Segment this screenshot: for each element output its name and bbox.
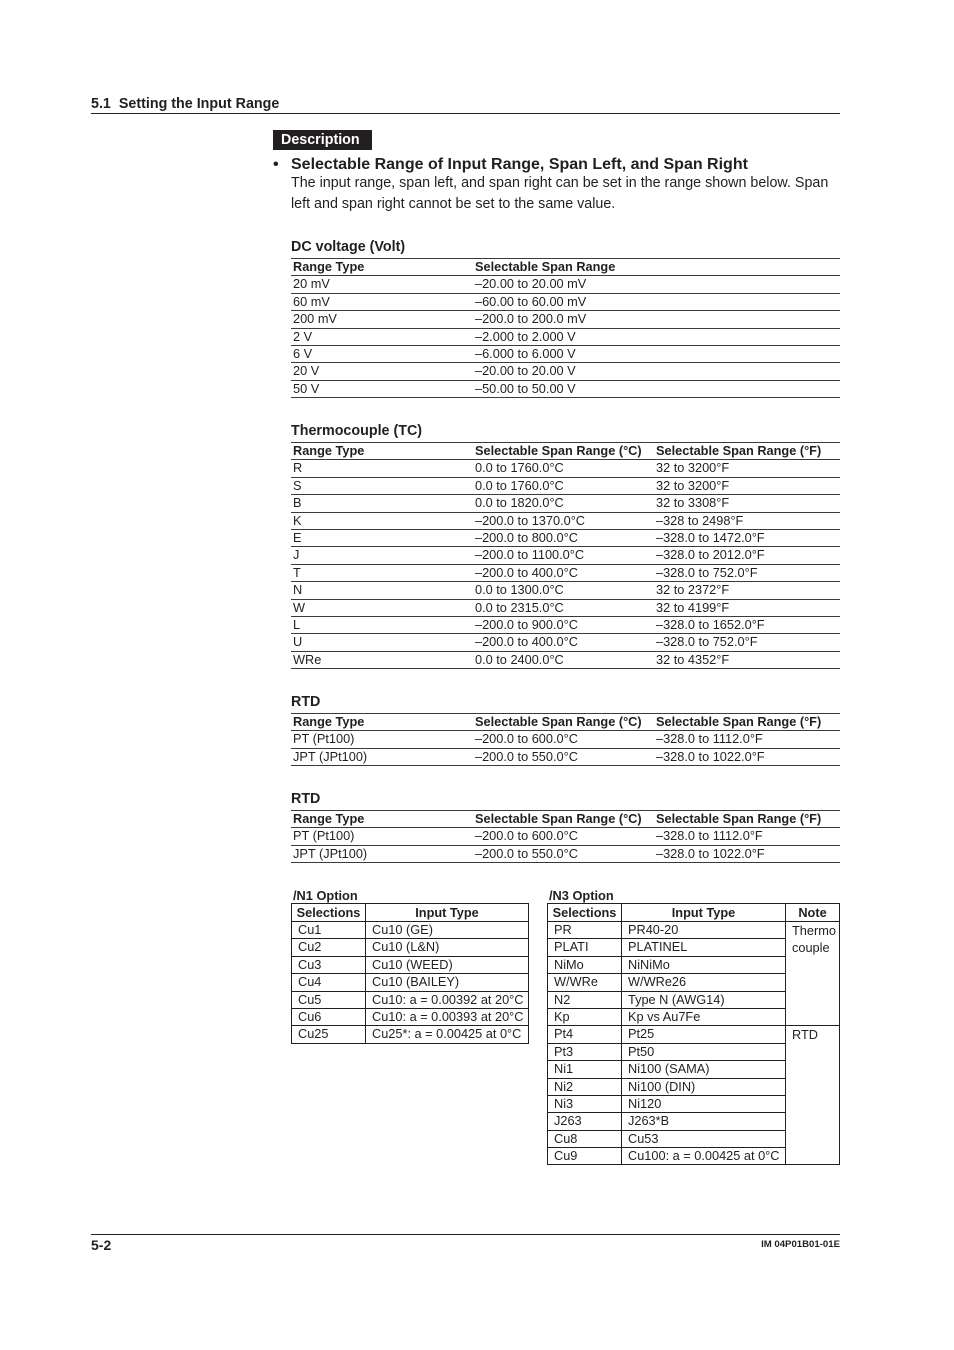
description-label: Description	[273, 130, 372, 150]
selection-cell: Cu5	[292, 992, 366, 1009]
table-cell: –200.0 to 900.0°C	[475, 616, 578, 632]
intro-paragraph	[291, 173, 828, 215]
selection-cell: Kp	[548, 1009, 622, 1026]
table-cell: –20.00 to 20.00 V	[475, 363, 576, 379]
intro-line: left and span right cannot be set to the same value.	[291, 195, 616, 212]
footer-rule	[91, 1234, 840, 1235]
column-header: Range Type	[293, 811, 365, 826]
table-cell: –200.0 to 200.0 mV	[475, 311, 587, 327]
input-type-cell: Ni100 (DIN)	[622, 1079, 786, 1096]
input-type-cell: Cu10 (L&N)	[366, 939, 529, 956]
table-row	[291, 346, 840, 363]
column-header: Selections	[548, 904, 622, 922]
input-type-cell: Cu10 (WEED)	[366, 957, 529, 974]
selection-cell: Pt3	[548, 1044, 622, 1061]
table-cell: –328.0 to 1022.0°F	[656, 845, 765, 861]
table-cell: R	[293, 460, 303, 476]
note-cell: Thermo couple	[786, 922, 840, 1026]
column-header: Selections	[292, 904, 366, 922]
selection-cell: Cu25	[292, 1026, 366, 1043]
input-type-cell: NiNiMo	[622, 957, 786, 974]
section-title: Setting the Input Range	[118, 96, 280, 112]
n3-option-table	[547, 903, 840, 1165]
input-type-cell: Ni100 (SAMA)	[622, 1061, 786, 1078]
table-cell: –328.0 to 752.0°F	[656, 564, 758, 580]
input-type-cell: PR40-20	[622, 922, 786, 939]
table-cell: –328.0 to 1022.0°F	[656, 748, 765, 764]
input-type-cell: Cu53	[622, 1131, 786, 1148]
selection-cell: J263	[548, 1113, 622, 1130]
table-row	[291, 276, 840, 293]
column-header: Range Type	[293, 259, 365, 274]
table-cell: U	[293, 634, 303, 650]
table-cell: JPT (JPt100)	[293, 845, 368, 861]
rtd-table	[291, 713, 840, 766]
input-type-cell: Pt25	[622, 1026, 786, 1043]
table-cell: –328.0 to 752.0°F	[656, 634, 758, 650]
input-type-cell: Cu25*: a = 0.00425 at 0°C	[366, 1026, 529, 1043]
input-type-cell: Cu10 (BAILEY)	[366, 974, 529, 991]
table-cell: –328.0 to 1652.0°F	[656, 616, 765, 632]
column-header: Input Type	[622, 904, 786, 922]
section-header	[91, 96, 279, 112]
table-row	[291, 652, 840, 669]
input-type-cell: Type N (AWG14)	[622, 992, 786, 1009]
selection-cell: Ni2	[548, 1079, 622, 1096]
table-cell: –200.0 to 550.0°C	[475, 748, 578, 764]
table-cell: B	[293, 495, 302, 511]
input-type-cell: Cu10: a = 0.00392 at 20°C	[366, 992, 529, 1009]
table-cell: –328.0 to 1472.0°F	[656, 529, 765, 545]
page-number: 5-2	[91, 1237, 112, 1253]
table-cell: –328 to 2498°F	[656, 512, 744, 528]
table-cell: T	[293, 564, 301, 580]
dc-voltage-table	[291, 258, 840, 398]
input-type-cell: Cu10 (GE)	[366, 922, 529, 939]
table-cell: –50.00 to 50.00 V	[475, 380, 576, 396]
intro-line: The input range, span left, and span right can be set in the range shown below. Span	[291, 174, 829, 191]
table-row	[291, 478, 840, 495]
selection-cell: W/WRe	[548, 974, 622, 991]
selection-cell: PR	[548, 922, 622, 939]
table-row	[291, 846, 840, 863]
table-cell: 0.0 to 2400.0°C	[475, 651, 564, 667]
table-row	[291, 513, 840, 530]
table-cell: 0.0 to 1820.0°C	[475, 495, 564, 511]
table-cell: 0.0 to 1760.0°C	[475, 477, 564, 493]
table-row	[291, 582, 840, 599]
table-cell: 20 mV	[293, 276, 330, 292]
input-type-cell: PLATINEL	[622, 939, 786, 956]
table-cell: –2.000 to 2.000 V	[475, 328, 576, 344]
table-cell: J	[293, 547, 300, 563]
dc-voltage-title: DC voltage (Volt)	[291, 238, 406, 255]
table-row	[291, 600, 840, 617]
n1-option-table	[291, 903, 529, 1044]
table-cell: –200.0 to 1100.0°C	[475, 547, 585, 563]
table-cell: 2 V	[293, 328, 313, 344]
table-cell: –200.0 to 600.0°C	[475, 731, 578, 747]
column-header: Selectable Span Range	[475, 259, 616, 274]
table-row	[291, 547, 840, 564]
table-cell: –200.0 to 600.0°C	[475, 828, 578, 844]
table-cell: S	[293, 477, 302, 493]
selection-cell: N2	[548, 992, 622, 1009]
table-cell: 32 to 4352°F	[656, 651, 730, 667]
selection-cell: Cu4	[292, 974, 366, 991]
selection-cell: NiMo	[548, 957, 622, 974]
selection-cell: Cu6	[292, 1009, 366, 1026]
table-header-row	[291, 714, 840, 731]
input-type-cell: J263*B	[622, 1113, 786, 1130]
table-row	[291, 495, 840, 512]
table-cell: 50 V	[293, 380, 320, 396]
table-cell: –200.0 to 1370.0°C	[475, 512, 586, 528]
column-header: Selectable Span Range (°F)	[656, 714, 822, 729]
column-header: Selectable Span Range (°C)	[475, 443, 642, 458]
selection-cell: Cu1	[292, 922, 366, 939]
table-cell: –200.0 to 800.0°C	[475, 529, 578, 545]
table-row	[291, 329, 840, 346]
selection-cell: Cu3	[292, 957, 366, 974]
table-header-row	[291, 811, 840, 828]
input-type-cell: Cu10: a = 0.00393 at 20°C	[366, 1009, 529, 1026]
column-header: Selectable Span Range (°C)	[475, 811, 642, 826]
document-id: IM 04P01B01-01E	[761, 1239, 840, 1250]
rtd-title: RTD	[291, 693, 321, 710]
selection-cell: Ni3	[548, 1096, 622, 1113]
subsection-heading	[273, 155, 748, 174]
table-cell: L	[293, 616, 301, 632]
rtd-table-second	[291, 810, 840, 863]
table-row	[291, 530, 840, 547]
n1-option-title: /N1 Option	[293, 887, 358, 903]
table-header-row	[291, 443, 840, 460]
input-type-cell: W/WRe26	[622, 974, 786, 991]
input-type-cell: Kp vs Au7Fe	[622, 1009, 786, 1026]
column-header: Range Type	[293, 714, 365, 729]
input-type-cell: Cu100: a = 0.00425 at 0°C	[622, 1148, 786, 1165]
input-type-cell: Pt50	[622, 1044, 786, 1061]
table-cell: 32 to 3200°F	[656, 460, 730, 476]
selection-cell: Cu2	[292, 939, 366, 956]
selection-cell: PLATI	[548, 939, 622, 956]
bullet-icon: •	[273, 155, 279, 173]
table-row	[291, 381, 840, 398]
table-row	[291, 311, 840, 328]
rtd-title-second: RTD	[291, 790, 321, 807]
table-cell: JPT (JPt100)	[293, 748, 368, 764]
table-cell: 60 mV	[293, 293, 330, 309]
table-cell: –200.0 to 550.0°C	[475, 845, 578, 861]
selection-cell: Cu9	[548, 1148, 622, 1165]
table-row	[291, 294, 840, 311]
table-cell: –200.0 to 400.0°C	[475, 634, 578, 650]
subsection-title: Selectable Range of Input Range, Span Left, and Span Right	[291, 155, 748, 173]
section-number: 5.1	[91, 96, 111, 112]
table-row	[291, 828, 840, 845]
table-cell: K	[293, 512, 302, 528]
selection-cell: Ni1	[548, 1061, 622, 1078]
input-type-cell: Ni120	[622, 1096, 786, 1113]
table-cell: N	[293, 582, 303, 598]
column-header: Range Type	[293, 443, 365, 458]
table-cell: –60.00 to 60.00 mV	[475, 293, 587, 309]
table-cell: 0.0 to 2315.0°C	[475, 599, 564, 615]
table-cell: –200.0 to 400.0°C	[475, 564, 578, 580]
note-cell: RTD	[786, 1026, 840, 1165]
table-header-row	[291, 259, 840, 276]
column-header: Note	[786, 904, 840, 922]
table-cell: –328.0 to 1112.0°F	[656, 828, 763, 844]
table-cell: E	[293, 529, 302, 545]
table-row	[291, 617, 840, 634]
table-cell: 0.0 to 1300.0°C	[475, 582, 564, 598]
selection-cell: Pt4	[548, 1026, 622, 1043]
table-cell: PT (Pt100)	[293, 731, 355, 747]
table-cell: 20 V	[293, 363, 320, 379]
column-header: Selectable Span Range (°F)	[656, 811, 822, 826]
table-row	[291, 363, 840, 380]
table-cell: –328.0 to 2012.0°F	[656, 547, 765, 563]
table-cell: W	[293, 599, 306, 615]
table-cell: WRe	[293, 651, 322, 667]
column-header: Selectable Span Range (°C)	[475, 714, 642, 729]
table-row	[291, 731, 840, 748]
selection-cell: Cu8	[548, 1131, 622, 1148]
table-cell: 200 mV	[293, 311, 337, 327]
table-cell: –20.00 to 20.00 mV	[475, 276, 587, 292]
table-cell: 32 to 3200°F	[656, 477, 730, 493]
table-cell: 0.0 to 1760.0°C	[475, 460, 564, 476]
header-rule	[91, 113, 840, 114]
table-cell: 32 to 2372°F	[656, 582, 730, 598]
thermocouple-title: Thermocouple (TC)	[291, 422, 423, 439]
table-row	[291, 634, 840, 651]
n3-option-title: /N3 Option	[549, 887, 614, 903]
table-cell: 32 to 3308°F	[656, 495, 730, 511]
column-header: Input Type	[366, 904, 529, 922]
table-cell: –328.0 to 1112.0°F	[656, 731, 763, 747]
table-row	[291, 565, 840, 582]
thermocouple-table	[291, 442, 840, 669]
table-cell: 6 V	[293, 345, 313, 361]
table-cell: –6.000 to 6.000 V	[475, 345, 576, 361]
table-row	[291, 749, 840, 766]
column-header: Selectable Span Range (°F)	[656, 443, 822, 458]
table-cell: 32 to 4199°F	[656, 599, 730, 615]
table-cell: PT (Pt100)	[293, 828, 355, 844]
table-row	[291, 460, 840, 477]
